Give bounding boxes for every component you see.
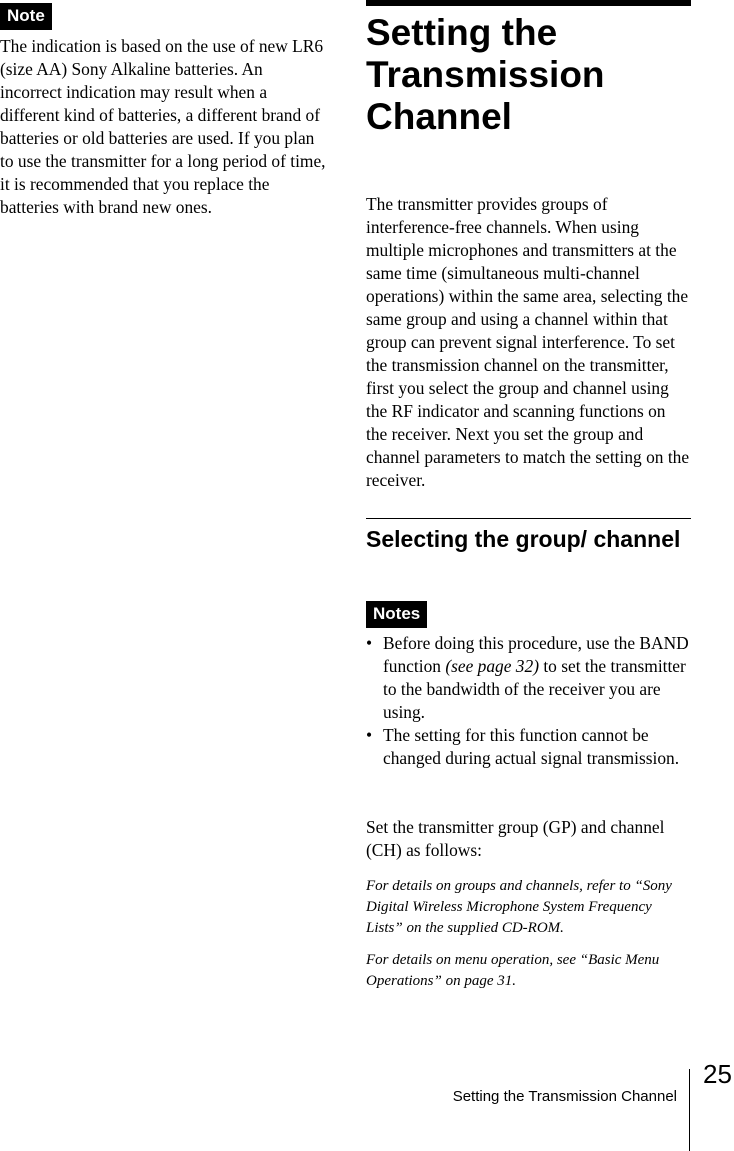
detail-note-menu: For details on menu operation, see “Basic Menu Operations” on page 31. [366, 952, 660, 989]
note-label: Note [0, 3, 52, 30]
bullet-icon: • [366, 633, 373, 653]
page-reference: (see page 32) [445, 656, 539, 676]
notes-list [366, 632, 691, 770]
bullet-text-cont: to set the transmitter to the bandwidth of the receiver you are using. [383, 656, 686, 722]
running-title: Setting the Transmission Channel [452, 1088, 677, 1105]
list-item [366, 632, 691, 724]
detail-note-groups: For details on groups and channels, refer to “Sony Digital Wireless Microphone System Frequency Lists” on the supplied CD-ROM. [366, 878, 672, 936]
instruction-text: Set the transmitter group (GP) and channel (CH) as follows: [366, 817, 665, 860]
subsection-rule [366, 518, 691, 519]
notes-label: Notes [366, 601, 427, 628]
bullet-text: The setting for this function cannot be changed during actual signal transmission. [383, 725, 680, 768]
subsection-title: Selecting the group/ channel [366, 526, 681, 552]
bullet-text: Before doing this procedure, use the BAND function [383, 633, 689, 676]
section-title: Setting the Transmission Channel [366, 12, 605, 137]
bullet-icon: • [366, 725, 373, 745]
section-intro: The transmitter provides groups of interference-free channels. When using multiple microphones and transmitters at the same time (simultaneous multi-channel operations) within the same area, selecting the same group and using a channel within that group can prevent signal interference. To set the transmission channel on the transmitter, first you select the group and channel using the RF indicator and scanning functions on the receiver. Next you set the group and channel parameters to match the setting on the receiver. [366, 194, 690, 490]
footer-divider [689, 1069, 690, 1151]
note-text: The indication is based on the use of new LR6 (size AA) Sony Alkaline batteries. An incorrect indication may result when a different kind of batteries, a different brand of batteries or old batteries are used. If you plan to use the transmitter for a long period of time, it is recommended that you replace the batteries with brand new ones. [0, 36, 326, 217]
list-item [366, 724, 691, 770]
section-top-rule [366, 0, 691, 6]
page-number: 25 [703, 1059, 732, 1089]
